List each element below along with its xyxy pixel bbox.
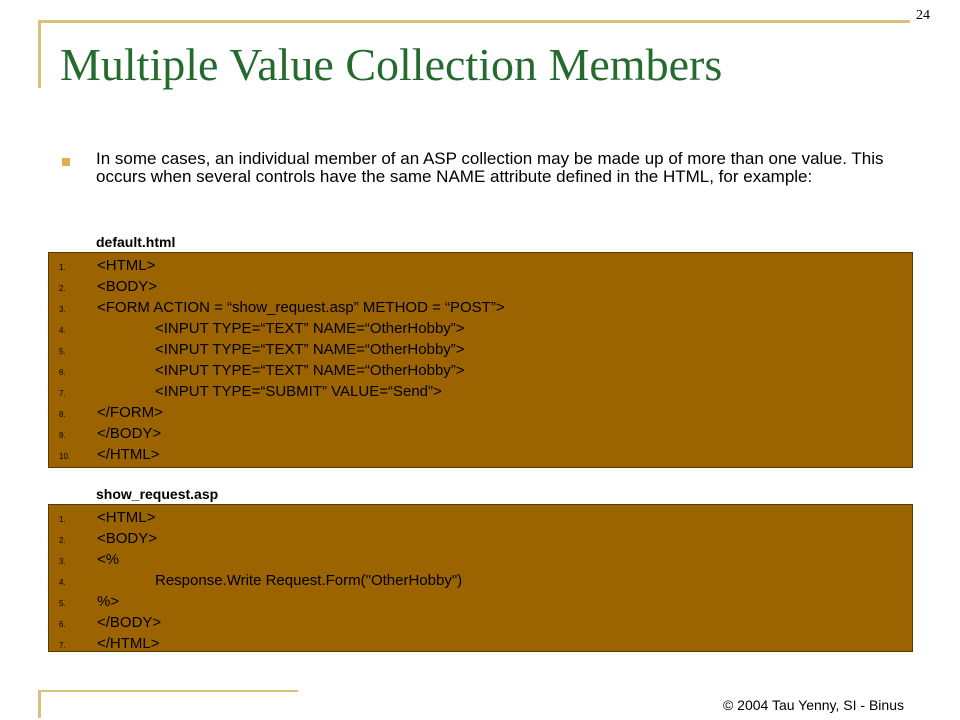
line-number: 5. — [59, 599, 66, 608]
line-number: 8. — [59, 410, 66, 419]
code-line — [49, 444, 912, 465]
code-text: <INPUT TYPE=“TEXT” NAME=“OtherHobby”> — [155, 341, 465, 358]
code-text: <INPUT TYPE=“TEXT” NAME=“OtherHobby”> — [155, 362, 465, 379]
line-number: 6. — [59, 368, 66, 377]
code-text: <FORM ACTION = “show_request.asp” METHOD = “POST”> — [97, 299, 505, 316]
code-label-default-html: default.html — [96, 234, 176, 250]
code-text: </HTML> — [97, 446, 160, 463]
line-number: 7. — [59, 641, 66, 650]
line-number: 1. — [59, 263, 66, 272]
code-text: <HTML> — [97, 257, 156, 274]
line-number: 7. — [59, 389, 66, 398]
line-number: 3. — [59, 557, 66, 566]
code-line — [49, 339, 912, 360]
code-block-default-html — [48, 252, 913, 468]
code-text: <INPUT TYPE=“TEXT” NAME=“OtherHobby”> — [155, 320, 465, 337]
code-line — [49, 570, 912, 591]
code-text: </FORM> — [97, 404, 163, 421]
code-text: <HTML> — [97, 509, 156, 526]
intro-text: In some cases, an individual member of an ASP collection may be made up of more than one value. This occurs when several controls have the same NAME attribute defined in the HTML, for example: — [96, 149, 884, 186]
code-text: <BODY> — [97, 278, 158, 295]
code-line — [49, 402, 912, 423]
bottom-frame-line — [38, 690, 298, 692]
line-number: 1. — [59, 515, 66, 524]
code-text: %> — [97, 593, 120, 610]
slide-number: 24 — [916, 8, 930, 23]
line-number: 9. — [59, 431, 66, 440]
line-number: 5. — [59, 347, 66, 356]
slide-title: Multiple Value Collection Members — [60, 39, 723, 90]
top-frame-line — [38, 20, 910, 23]
line-number: 4. — [59, 578, 66, 587]
code-line — [49, 528, 912, 549]
footer-copyright: © 2004 Tau Yenny, SI - Binus — [722, 697, 904, 713]
code-text: </BODY> — [97, 614, 162, 631]
bullet-icon — [62, 158, 70, 166]
code-text: <INPUT TYPE=“SUBMIT” VALUE=“Send”> — [155, 383, 442, 400]
code-line — [49, 360, 912, 381]
code-line — [49, 255, 912, 276]
code-text: Response.Write Request.Form("OtherHobby") — [155, 572, 463, 589]
code-text: </BODY> — [97, 425, 162, 442]
code-line — [49, 591, 912, 612]
code-line — [49, 633, 912, 654]
code-text: <BODY> — [97, 530, 158, 547]
line-number: 2. — [59, 284, 66, 293]
code-line — [49, 276, 912, 297]
line-number: 6. — [59, 620, 66, 629]
code-line — [49, 549, 912, 570]
line-number: 4. — [59, 326, 66, 335]
code-text: </HTML> — [97, 635, 160, 652]
bottom-left-frame-line — [38, 690, 41, 718]
code-line — [49, 507, 912, 528]
line-number: 2. — [59, 536, 66, 545]
code-line — [49, 318, 912, 339]
line-number: 3. — [59, 305, 66, 314]
code-line — [49, 381, 912, 402]
line-number: 10. — [59, 452, 71, 461]
left-frame-line — [38, 20, 41, 88]
code-label-show-request: show_request.asp — [96, 486, 219, 502]
code-line — [49, 297, 912, 318]
code-line — [49, 423, 912, 444]
code-block-show-request — [48, 504, 913, 652]
code-text: <% — [97, 551, 120, 568]
code-line — [49, 612, 912, 633]
